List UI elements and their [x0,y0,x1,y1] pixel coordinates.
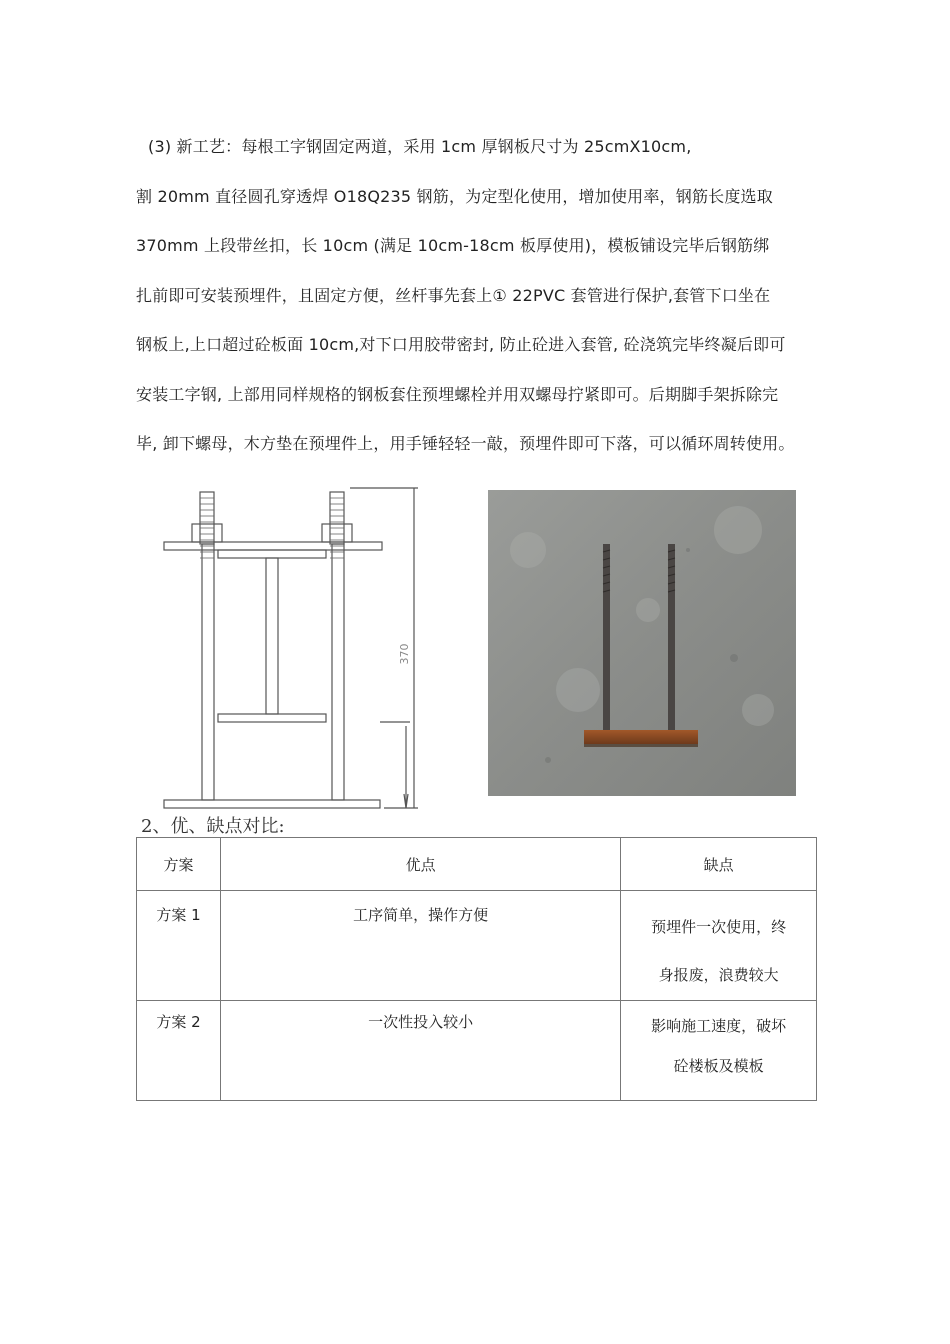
text-line: 割 20mm 直径圆孔穿透焊 O18Q235 钢筋，为定型化使用，增加使用率，钢筋长度选取 [136,186,773,206]
text-line: 370mm 上段带丝扣，长 10cm (满足 10cm-18cm 板厚使用)，模板铺设完毕后钢筋绑 [136,236,770,255]
bottom-plate [164,800,380,808]
con-line: 预埋件一次使用，终 [651,918,787,936]
photo-rod-left [603,544,610,734]
text-line: 毕, 卸下螺母，木方垫在预埋件上，用手锤轻轻一敲，预埋件即可下落，可以循环周转使用。 [136,434,795,453]
table-header-row [137,838,817,891]
left-rod [202,544,214,800]
right-thread [330,492,344,544]
i-beam-bottom-flange [218,714,326,722]
section-heading: 2、优、缺点对比: [141,816,285,837]
text-line: 钢板上,上口超过砼板面 10cm,对下口用胶带密封, 防止砼进入套管, 砼浇筑完毕终凝后即可 [136,335,786,354]
right-rod [332,544,344,800]
left-thread [200,492,214,544]
process-description [136,122,826,469]
table-row [137,891,817,1001]
i-beam-web [266,558,278,714]
photo-rod-right [668,544,675,734]
header-cons: 缺点 [621,838,817,891]
embedded-part-photo [488,490,796,796]
pro-cell: 一次性投入较小 [221,1001,621,1101]
left-nut [192,524,222,542]
text-line: 安装工字钢, 上部用同样规格的钢板套住预埋螺栓并用双螺母拧紧即可。后期脚手架拆除完 [136,384,779,404]
text-line: 扎前即可安装预埋件，且固定方便，丝杆事先套上① 22PVC 套管进行保护,套管下口坐在 [136,285,771,305]
text-line: (3) 新工艺：每根工字钢固定两道，采用 1cm 厚钢板尺寸为 25cmX10cm, [148,137,692,156]
con-line: 影响施工速度，破坏 [651,1017,787,1035]
dimension-label: 370 [398,643,411,665]
right-nut [322,524,352,542]
scheme-cell: 方案 1 [137,891,221,1001]
header-scheme: 方案 [137,838,221,891]
con-cell [621,1001,817,1101]
con-line: 身报废，浪费较大 [658,966,779,984]
con-line: 砼楼板及模板 [673,1057,764,1075]
top-plate [164,542,382,550]
pro-cell: 工序简单，操作方便 [221,891,621,1001]
con-cell [621,891,817,1001]
i-beam-top-flange [218,550,326,558]
table-row [137,1001,817,1101]
scheme-cell: 方案 2 [137,1001,221,1101]
header-pros: 优点 [221,838,621,891]
comparison-table [136,837,817,1101]
photo-plate [584,730,698,744]
embedded-part-drawing [160,486,430,816]
